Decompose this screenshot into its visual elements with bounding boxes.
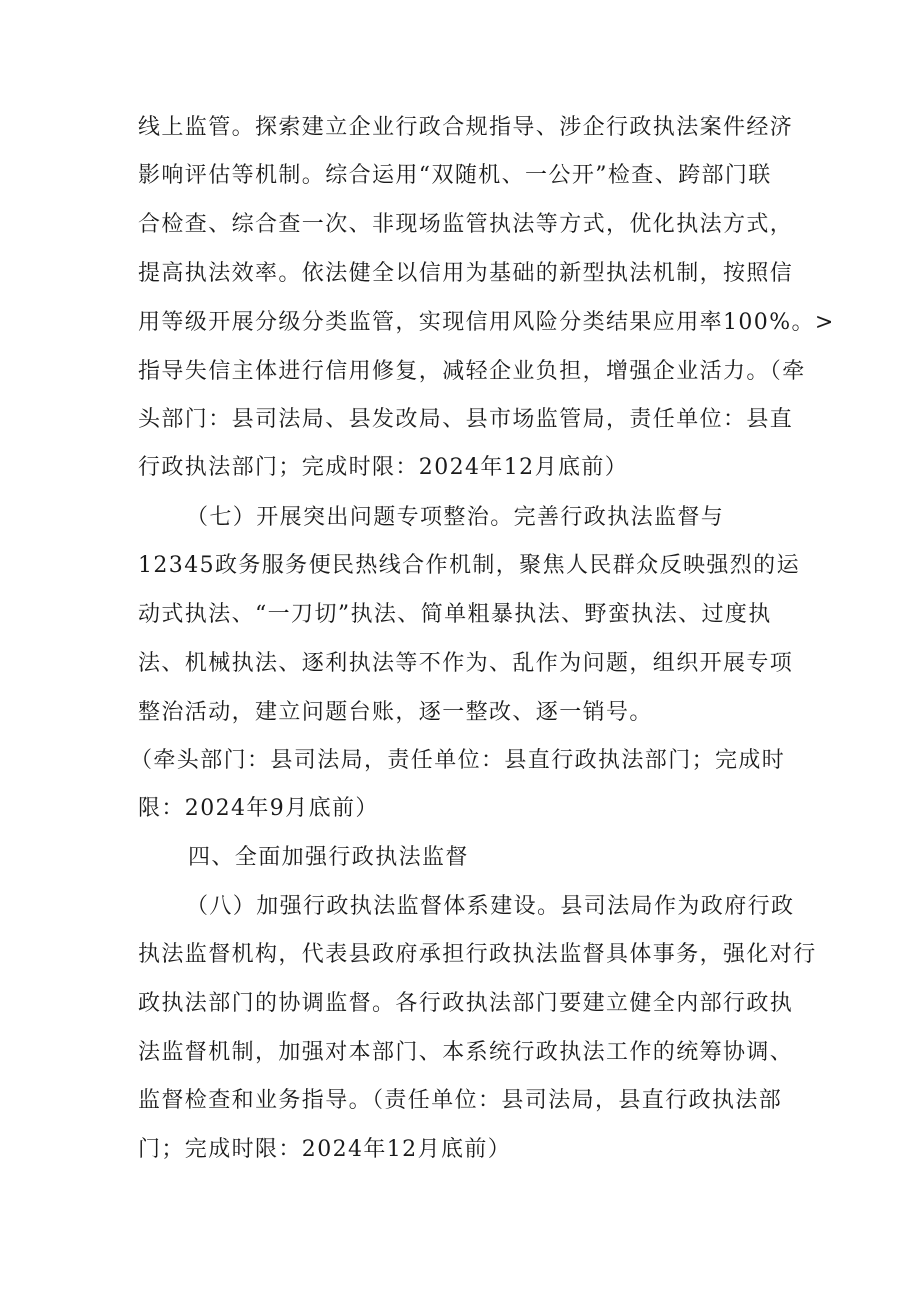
section-four-heading: 四、全面加强行政执法监督 [188,845,469,870]
text-line-2: 影响评估等机制。综合运用“双随机、一公开”检查、跨部门联 [138,163,772,188]
text-line-5: 用等级开展分级分类监管，实现信用风险分类结果应用率100%。> [138,310,835,335]
text-line-8: 行政执法部门；完成时限：2024年12月底前） [138,455,629,480]
text-line-3: 合检查、综合查一次、非现场监管执法等方式，优化执法方式， [138,212,794,237]
text-line-18: 执法监督机构，代表县政府承担行政执法监督具体事务，强化对行 [138,942,817,967]
text-line-20: 法监督机制，加强对本部门、本系统行政执法工作的统筹协调、 [138,1040,794,1065]
text-line-21: 监督检查和业务指导。（责任单位：县司法局，县直行政执法部 [138,1088,783,1113]
text-line-19: 政执法部门的协调监督。各行政执法部门要建立健全内部行政执 [138,991,794,1016]
text-line-1: 线上监管。探索建立企业行政合规指导、涉企行政执法案件经济 [138,115,794,140]
text-line-13: 整治活动，建立问题台账，逐一整改、逐一销号。 [138,700,653,725]
text-line-4: 提高执法效率。依法健全以信用为基础的新型执法机制，按照信 [138,261,794,286]
text-line-15: 限：2024年9月底前） [138,796,379,821]
text-line-14: （牵头部门：县司法局，责任单位：县直行政执法部门；完成时 [130,748,786,773]
text-line-12: 法、机械执法、逐利执法等不作为、乱作为问题，组织开展专项 [138,651,794,676]
paragraph-seven-heading: （七）开展突出问题专项整治。完善行政执法监督与 [186,505,725,530]
text-line-6: 指导失信主体进行信用修复，减轻企业负担，增强企业活力。（牵 [138,359,806,384]
text-line-7: 头部门：县司法局、县发改局、县市场监管局，责任单位：县直 [138,407,794,432]
text-line-10: 12345政务服务便民热线合作机制，聚焦人民群众反映强烈的运 [138,553,800,578]
text-line-22: 门；完成时限：2024年12月底前） [138,1137,512,1162]
paragraph-eight-heading: （八）加强行政执法监督体系建设。县司法局作为政府行政 [186,894,795,919]
text-line-11: 动式执法、“一刀切”执法、简单粗暴执法、野蛮执法、过度执 [138,602,772,627]
